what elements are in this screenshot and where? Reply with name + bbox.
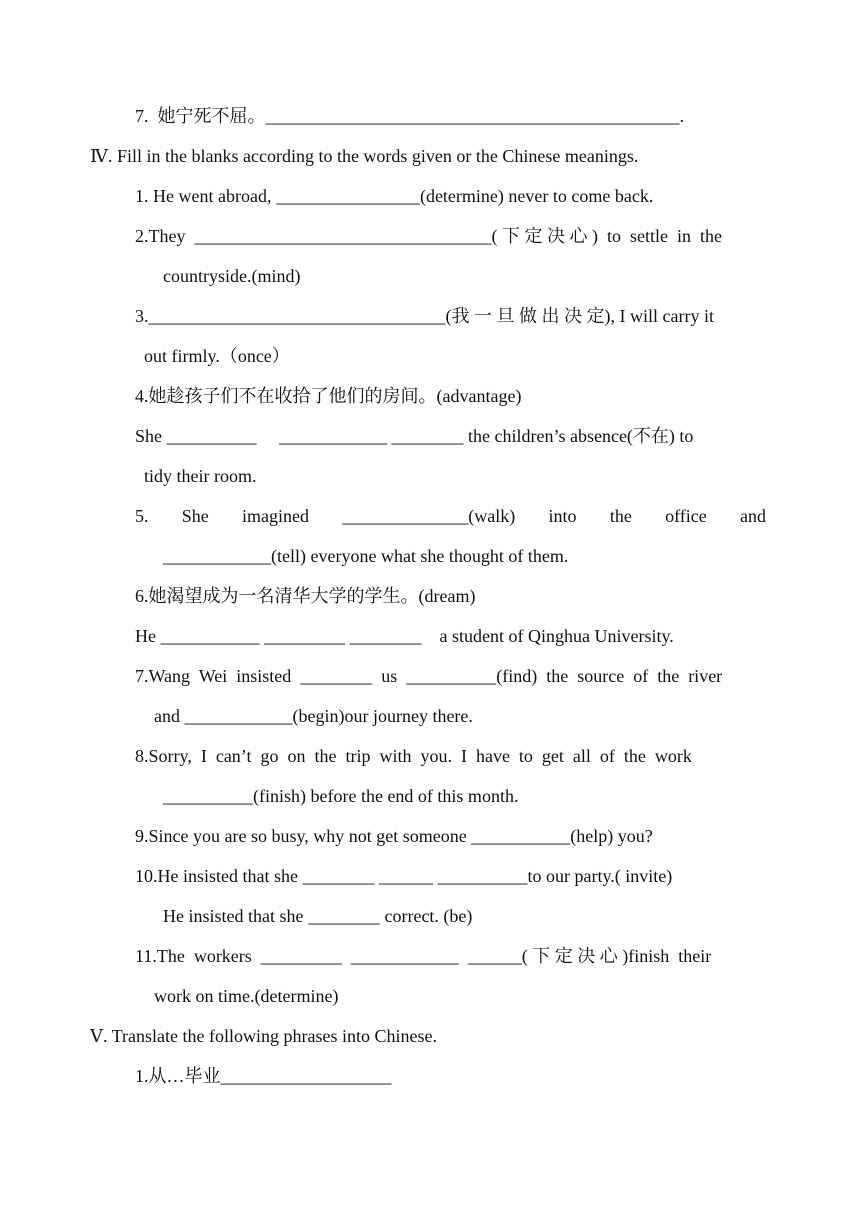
fill-question-5-line-2: ____________(tell) everyone what she thought of them. [163, 546, 569, 566]
fill-question-7-line-2: and ____________(begin)our journey there. [154, 706, 473, 726]
fill-question-5-line-1 [135, 505, 766, 527]
fill-question-10-line-1: 10.He insisted that she ________ ______ __________to our party.( invite) [135, 866, 673, 886]
q5-word: office [665, 506, 707, 526]
fill-question-11-line-1: 11.The workers _________ ____________ ______( 下 定 决 心 )finish their [135, 946, 712, 966]
section-5-heading: Ⅴ. Translate the following phrases into Chinese. [90, 1026, 437, 1046]
fill-question-9: 9.Since you are so busy, why not get someone ___________(help) you? [135, 826, 653, 846]
fill-question-6-line-1: He ___________ _________ ________ a student of Qinghua University. [135, 626, 674, 646]
fill-question-3-line-1: 3._________________________________(我 一 旦 做 出 决 定), I will carry it [135, 306, 714, 326]
fill-question-4-line-1: She __________ ____________ ________ the children’s absence(不在) to [135, 426, 694, 446]
fill-question-4-line-2: tidy their room. [144, 466, 257, 486]
q5-word: the [609, 506, 632, 526]
fill-question-2-line-1: 2.They _________________________________( 下 定 决 心 ) to settle in the [135, 226, 722, 246]
fill-question-10-line-2: He insisted that she ________ correct. (be) [163, 906, 473, 926]
q5-word: and [740, 506, 766, 526]
translate-phrase-1: 1.从…毕业___________________ [135, 1066, 392, 1086]
fill-question-1: 1. He went abroad, ________________(determine) never to come back. [135, 186, 654, 206]
fill-question-8-line-1: 8.Sorry, I can’t go on the trip with you. I have to get all of the work [135, 746, 692, 766]
fill-question-3-line-2: out firmly.（once） [144, 346, 290, 366]
q5-word: into [548, 506, 577, 526]
q5-word: 5. [135, 506, 149, 526]
q5-word: She [181, 506, 209, 526]
fill-question-6-chinese: 6.她渴望成为一名清华大学的学生。(dream) [135, 586, 476, 606]
fill-question-11-line-2: work on time.(determine) [154, 986, 339, 1006]
fill-question-8-line-2: __________(finish) before the end of this month. [163, 786, 519, 806]
fill-question-4-chinese: 4.她趁孩子们不在收拾了他们的房间。(advantage) [135, 386, 522, 406]
question-7-translation: 7. 她宁死不屈。______________________________________________. [135, 106, 684, 126]
fill-question-2-line-2: countryside.(mind) [163, 266, 301, 286]
q5-blank: ______________(walk) [342, 506, 516, 526]
section-4-heading: Ⅳ. Fill in the blanks according to the words given or the Chinese meanings. [90, 146, 639, 166]
fill-question-7-line-1: 7.Wang Wei insisted ________ us __________(find) the source of the river [135, 666, 723, 686]
q5-word: imagined [242, 506, 310, 526]
